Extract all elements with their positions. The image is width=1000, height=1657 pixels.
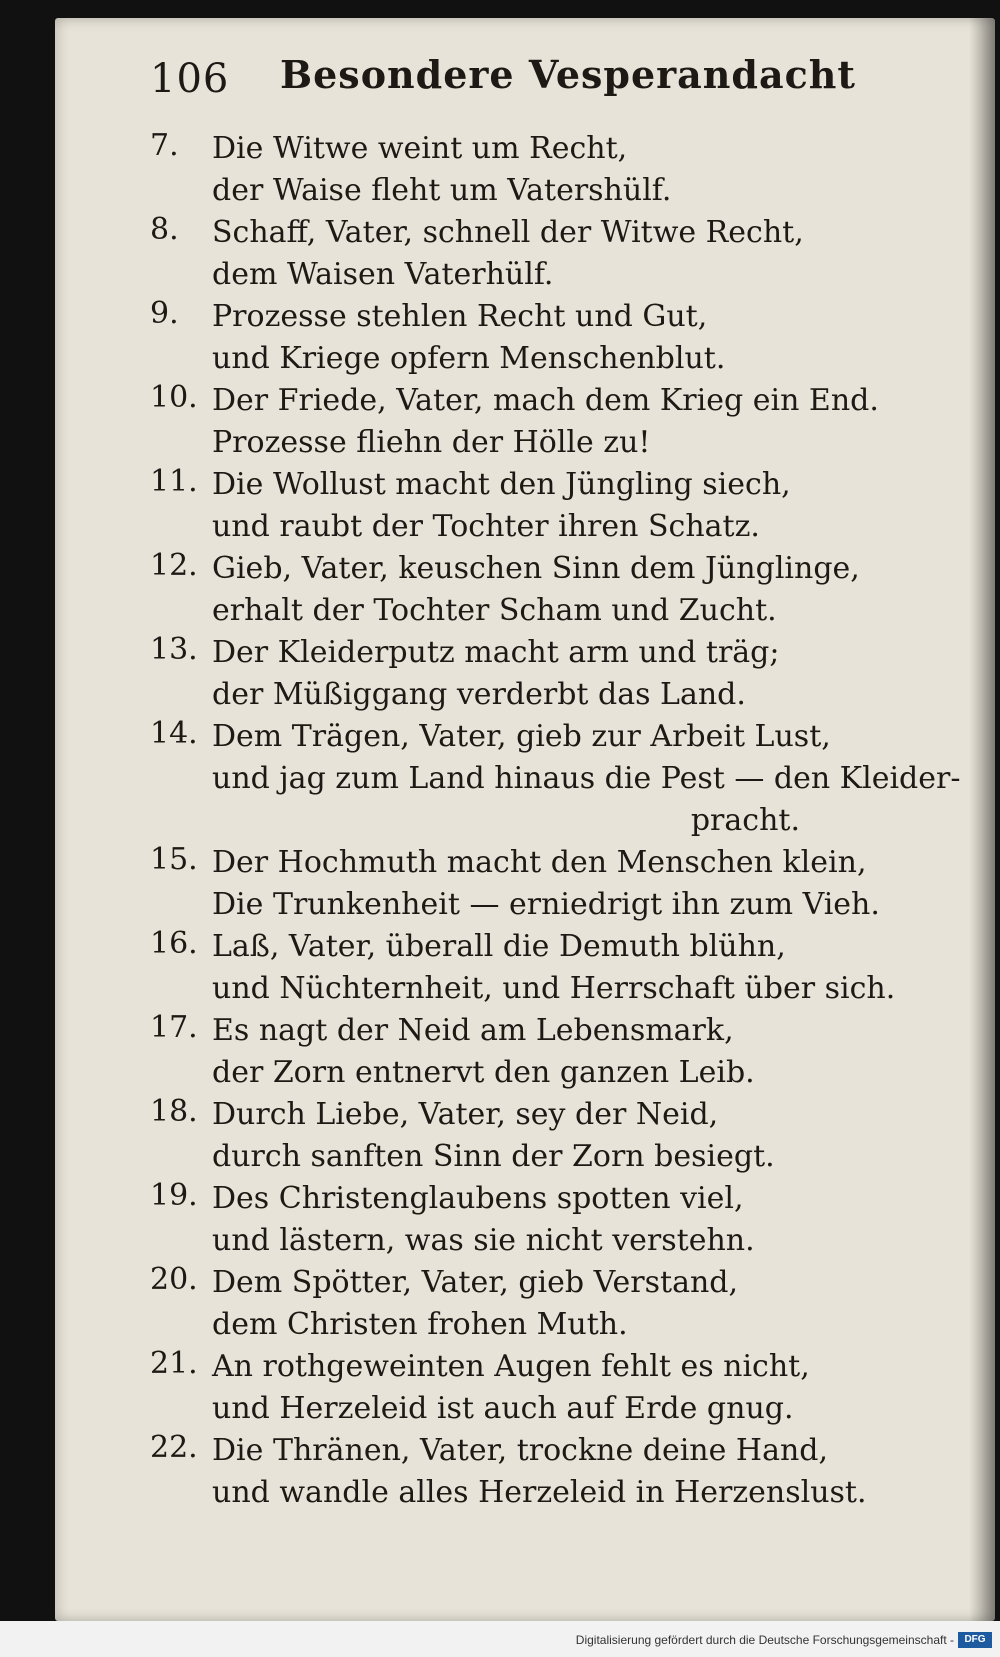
verse-number: 7. xyxy=(150,128,179,163)
verse-line: Es nagt der Neid am Lebensmark, xyxy=(212,1013,734,1048)
verse-line: Schaff, Vater, schnell der Witwe Recht, xyxy=(212,215,804,250)
verse-line: Dem Spötter, Vater, gieb Verstand, xyxy=(212,1265,739,1300)
verse xyxy=(150,212,950,296)
verse-line: dem Waisen Vaterhülf. xyxy=(212,257,554,292)
verse-number: 22. xyxy=(150,1430,198,1465)
verse-line: Dem Trägen, Vater, gieb zur Arbeit Lust, xyxy=(212,719,831,754)
verse xyxy=(150,1094,950,1178)
verse-line: und lästern, was sie nicht verstehn. xyxy=(212,1223,755,1258)
verse-line: erhalt der Tochter Scham und Zucht. xyxy=(212,593,777,628)
verse-line: Durch Liebe, Vater, sey der Neid, xyxy=(212,1097,719,1132)
verse-number: 18. xyxy=(150,1094,198,1129)
verse-line: und Herzeleid ist auch auf Erde gnug. xyxy=(212,1391,794,1426)
verse-number: 10. xyxy=(150,380,198,415)
verse xyxy=(150,128,950,212)
verse-line: und Nüchternheit, und Herrschaft über sich. xyxy=(212,971,896,1006)
verse-line: Der Hochmuth macht den Menschen klein, xyxy=(212,845,867,880)
verse-line: der Zorn entnervt den ganzen Leib. xyxy=(212,1055,755,1090)
verse xyxy=(150,1010,950,1094)
verse-line: der Müßiggang verderbt das Land. xyxy=(212,677,746,712)
verse-line: durch sanften Sinn der Zorn besiegt. xyxy=(212,1139,775,1174)
verse-number: 19. xyxy=(150,1178,198,1213)
verse xyxy=(150,926,950,1010)
footer-strip xyxy=(0,1621,1000,1657)
verse-number: 8. xyxy=(150,212,179,247)
verse-list xyxy=(150,128,961,1514)
verse-line: und wandle alles Herzeleid in Herzenslust. xyxy=(212,1475,867,1510)
verse-line: An rothgeweinten Augen fehlt es nicht, xyxy=(212,1349,810,1384)
verse-line: Prozesse fliehn der Hölle zu! xyxy=(212,425,651,460)
page-number: 106 xyxy=(150,56,230,102)
verse-number: 11. xyxy=(150,464,198,499)
verse-number: 17. xyxy=(150,1010,198,1045)
verse-number: 9. xyxy=(150,296,179,331)
verse xyxy=(150,842,950,926)
verse xyxy=(150,1346,950,1430)
verse-line: Prozesse stehlen Recht und Gut, xyxy=(212,299,708,334)
verse-line: und Kriege opfern Menschenblut. xyxy=(212,341,726,376)
verse-number: 13. xyxy=(150,632,198,667)
dfg-logo: DFG xyxy=(958,1632,992,1648)
footer-credit: Digitalisierung gefördert durch die Deutsche Forschungsgemeinschaft - xyxy=(575,1633,954,1647)
verse-line: der Waise fleht um Vatershülf. xyxy=(212,173,672,208)
page-header xyxy=(150,52,910,112)
verse-line: Des Christenglaubens spotten viel, xyxy=(212,1181,744,1216)
verse-line: Die Thränen, Vater, trockne deine Hand, xyxy=(212,1433,829,1468)
verse xyxy=(150,1178,950,1262)
verse xyxy=(150,1262,950,1346)
verse xyxy=(150,296,950,380)
verse-line: Gieb, Vater, keuschen Sinn dem Jünglinge, xyxy=(212,551,860,586)
verse-line: Der Friede, Vater, mach dem Krieg ein End. xyxy=(212,383,879,418)
verse xyxy=(150,380,950,464)
verse-number: 12. xyxy=(150,548,198,583)
verse xyxy=(150,1430,950,1514)
verse-line: Die Witwe weint um Recht, xyxy=(212,131,628,166)
verse-line: und raubt der Tochter ihren Schatz. xyxy=(212,509,760,544)
verse-line: Die Trunkenheit — erniedrigt ihn zum Vieh. xyxy=(212,887,880,922)
verse-number: 14. xyxy=(150,716,198,751)
verse-number: 15. xyxy=(150,842,198,877)
verse xyxy=(150,464,950,548)
verse-number: 16. xyxy=(150,926,198,961)
verse-line: dem Christen frohen Muth. xyxy=(212,1307,628,1342)
verse xyxy=(150,548,950,632)
verse xyxy=(150,632,950,716)
verse-line: und jag zum Land hinaus die Pest — den Kleider- xyxy=(212,761,961,796)
running-title: Besondere Vesperandacht xyxy=(280,52,856,97)
verse-line: Die Wollust macht den Jüngling siech, xyxy=(212,467,791,502)
verse-number: 20. xyxy=(150,1262,198,1297)
verse-line: Der Kleiderputz macht arm und träg; xyxy=(212,635,780,670)
verse-number: 21. xyxy=(150,1346,198,1381)
verse-line: Laß, Vater, überall die Demuth blühn, xyxy=(212,929,786,964)
page-spine-shadow xyxy=(969,18,995,1621)
verse-line-continuation: pracht. xyxy=(690,803,800,838)
verse xyxy=(150,716,961,842)
